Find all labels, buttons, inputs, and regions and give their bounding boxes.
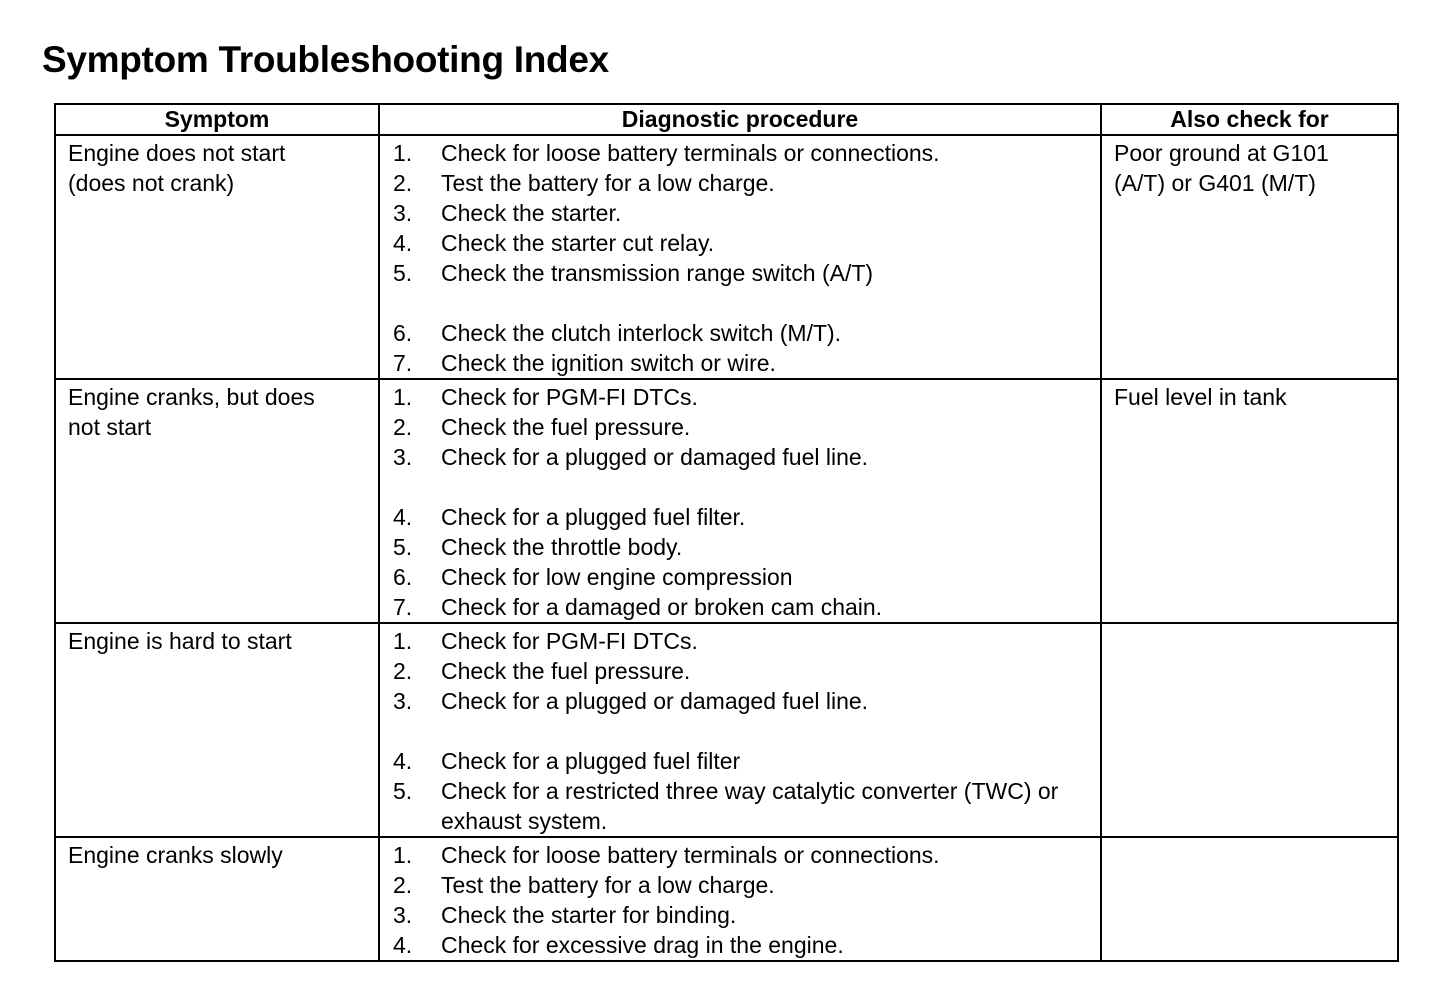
step-text: Check for PGM-FI DTCs. bbox=[441, 384, 698, 410]
step-number: 5. bbox=[393, 778, 413, 804]
procedure-step bbox=[380, 900, 1100, 930]
procedure-step bbox=[380, 168, 1100, 198]
step-number: 1. bbox=[393, 384, 413, 410]
also-check-cell bbox=[1101, 837, 1398, 961]
step-number: 2. bbox=[393, 658, 413, 684]
step-text: Check for loose battery terminals or connections. bbox=[441, 842, 940, 868]
procedure-cell bbox=[379, 379, 1101, 623]
procedure-step bbox=[380, 228, 1100, 258]
step-number: 1. bbox=[393, 140, 413, 166]
step-number: 6. bbox=[393, 320, 413, 346]
step-text: Check for a plugged or damaged fuel line. bbox=[441, 444, 869, 470]
procedure-step bbox=[380, 626, 1100, 656]
procedure-cell bbox=[379, 623, 1101, 837]
also-check-text bbox=[1102, 624, 1397, 626]
header-symptom: Symptom bbox=[55, 104, 379, 135]
procedure-step bbox=[380, 258, 1100, 288]
symptom-cell bbox=[55, 623, 379, 837]
table-row bbox=[55, 135, 1398, 379]
step-text: Check the clutch interlock switch (M/T). bbox=[441, 320, 842, 346]
step-text: Check the throttle body. bbox=[441, 534, 683, 560]
procedure-step bbox=[380, 442, 1100, 472]
step-number: 7. bbox=[393, 350, 413, 376]
step-number: 3. bbox=[393, 200, 413, 226]
step-text: Check the transmission range switch (A/T) bbox=[441, 260, 874, 286]
also-check-cell bbox=[1101, 623, 1398, 837]
header-also-check-for: Also check for bbox=[1101, 104, 1398, 135]
step-number: 4. bbox=[393, 932, 413, 958]
step-number: 6. bbox=[393, 564, 413, 590]
step-text: Check the starter for binding. bbox=[441, 902, 737, 928]
procedure-cell bbox=[379, 135, 1101, 379]
header-diagnostic-procedure: Diagnostic procedure bbox=[379, 104, 1101, 135]
procedure-step bbox=[380, 870, 1100, 900]
step-text: Check the ignition switch or wire. bbox=[441, 350, 776, 376]
step-number: 2. bbox=[393, 414, 413, 440]
procedure-step bbox=[380, 840, 1100, 870]
symptom-text: Engine does not start (does not crank) bbox=[68, 140, 286, 196]
procedure-steps bbox=[380, 136, 1100, 378]
step-text: Check the starter cut relay. bbox=[441, 230, 715, 256]
also-check-text: Fuel level in tank bbox=[1114, 384, 1287, 410]
procedure-step bbox=[380, 562, 1100, 592]
procedure-steps bbox=[380, 838, 1100, 960]
also-check-text: Poor ground at G101 (A/T) or G401 (M/T) bbox=[1114, 140, 1329, 196]
step-number: 2. bbox=[393, 872, 413, 898]
symptom-text: Engine is hard to start bbox=[68, 628, 292, 654]
procedure-step bbox=[380, 776, 1100, 836]
step-number: 3. bbox=[393, 688, 413, 714]
also-check-cell bbox=[1101, 379, 1398, 623]
symptom-text: Engine cranks slowly bbox=[68, 842, 283, 868]
table-row bbox=[55, 379, 1398, 623]
procedure-step bbox=[380, 592, 1100, 622]
step-number: 3. bbox=[393, 444, 413, 470]
procedure-step bbox=[380, 138, 1100, 168]
symptom-cell bbox=[55, 135, 379, 379]
step-text: Check for PGM-FI DTCs. bbox=[441, 628, 698, 654]
procedure-step bbox=[380, 656, 1100, 686]
step-text: Check the starter. bbox=[441, 200, 622, 226]
procedure-step bbox=[380, 502, 1100, 532]
also-check-text bbox=[1102, 838, 1397, 840]
procedure-cell bbox=[379, 837, 1101, 961]
step-number: 1. bbox=[393, 842, 413, 868]
step-text: Check for a plugged fuel filter bbox=[441, 748, 741, 774]
procedure-steps bbox=[380, 380, 1100, 622]
symptom-text: Engine cranks, but does not start bbox=[68, 384, 315, 440]
symptom-index-table bbox=[54, 103, 1399, 962]
procedure-step bbox=[380, 318, 1100, 348]
symptom-cell bbox=[55, 837, 379, 961]
step-text: Check the fuel pressure. bbox=[441, 414, 691, 440]
step-text: Check for a damaged or broken cam chain. bbox=[441, 594, 883, 620]
step-number: 4. bbox=[393, 504, 413, 530]
step-number: 4. bbox=[393, 748, 413, 774]
also-check-cell bbox=[1101, 135, 1398, 379]
step-number: 7. bbox=[393, 594, 413, 620]
step-text: Test the battery for a low charge. bbox=[441, 170, 775, 196]
procedure-step bbox=[380, 930, 1100, 960]
step-text: Check the fuel pressure. bbox=[441, 658, 691, 684]
procedure-step bbox=[380, 746, 1100, 776]
procedure-step bbox=[380, 348, 1100, 378]
table-row bbox=[55, 837, 1398, 961]
step-text: Check for a restricted three way catalytic converter (TWC) or exhaust system. bbox=[441, 778, 1059, 834]
procedure-step bbox=[380, 382, 1100, 412]
table-row bbox=[55, 623, 1398, 837]
step-number: 1. bbox=[393, 628, 413, 654]
step-text: Check for a plugged fuel filter. bbox=[441, 504, 746, 530]
step-text: Test the battery for a low charge. bbox=[441, 872, 775, 898]
procedure-step bbox=[380, 198, 1100, 228]
procedure-step bbox=[380, 532, 1100, 562]
step-number: 5. bbox=[393, 534, 413, 560]
procedure-step bbox=[380, 412, 1100, 442]
table-header-row bbox=[55, 104, 1398, 135]
page-title: Symptom Troubleshooting Index bbox=[42, 38, 609, 80]
step-number: 4. bbox=[393, 230, 413, 256]
step-number: 5. bbox=[393, 260, 413, 286]
step-number: 3. bbox=[393, 902, 413, 928]
procedure-step bbox=[380, 686, 1100, 716]
procedure-steps bbox=[380, 624, 1100, 836]
step-text: Check for a plugged or damaged fuel line. bbox=[441, 688, 869, 714]
step-text: Check for low engine compression bbox=[441, 564, 793, 590]
symptom-cell bbox=[55, 379, 379, 623]
step-number: 2. bbox=[393, 170, 413, 196]
step-text: Check for loose battery terminals or connections. bbox=[441, 140, 940, 166]
step-text: Check for excessive drag in the engine. bbox=[441, 932, 844, 958]
